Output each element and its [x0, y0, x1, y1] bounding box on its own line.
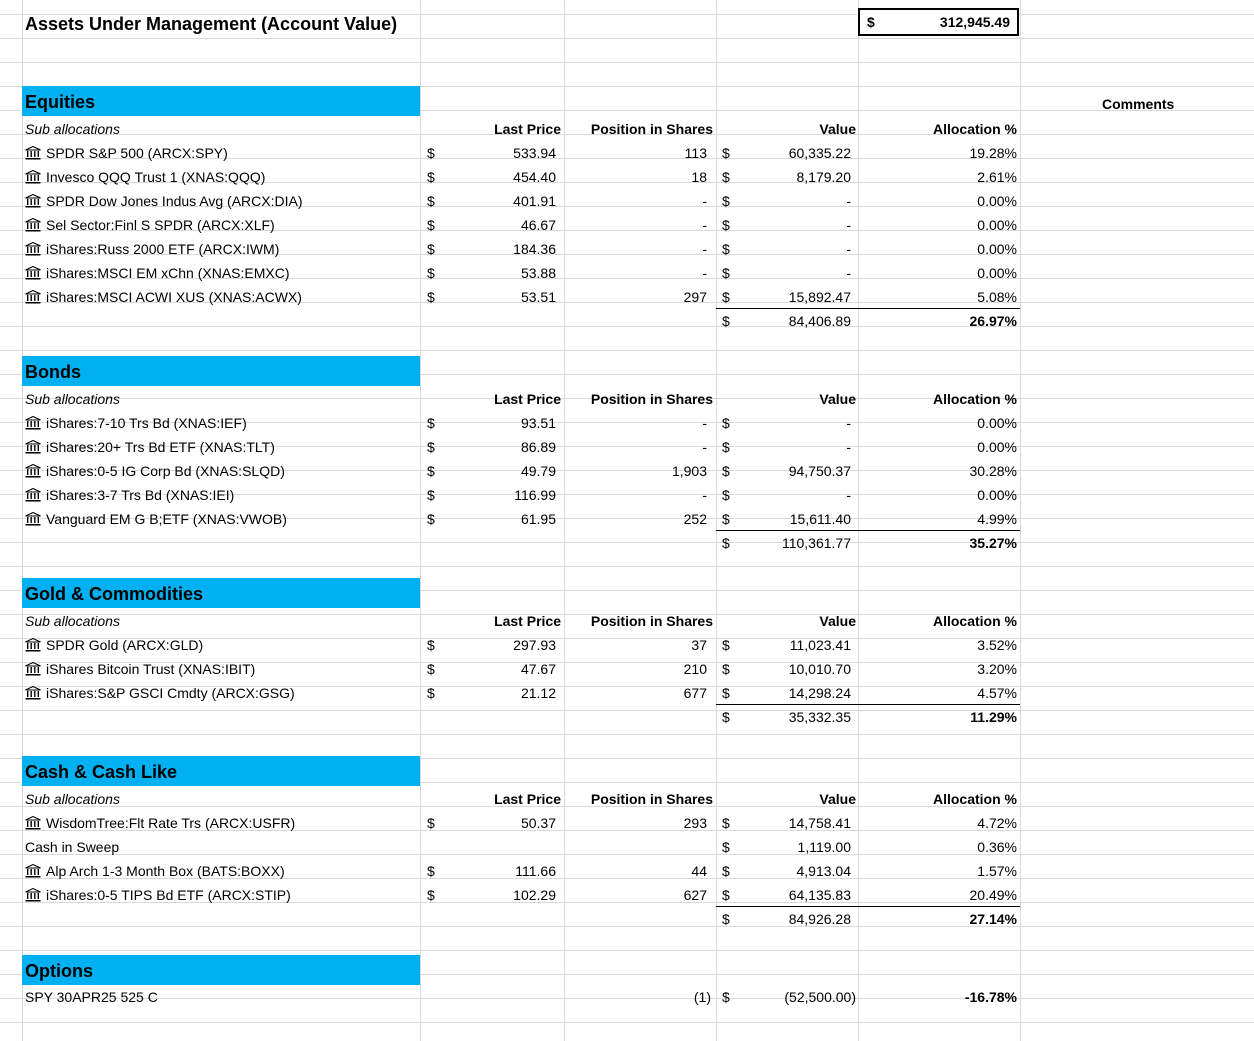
bank-icon	[25, 170, 41, 184]
price-currency[interactable]: $	[427, 415, 435, 431]
section-total-value[interactable]: 84,406.89	[788, 313, 851, 329]
holding-name[interactable]	[25, 285, 415, 309]
account-total-cell[interactable]	[858, 8, 1019, 36]
price-currency[interactable]: $	[427, 887, 435, 903]
gridline-horizontal	[0, 950, 1254, 951]
bank-icon	[25, 440, 41, 454]
holding-value[interactable]: 10,010.70	[788, 661, 851, 677]
value-currency[interactable]: $	[722, 217, 730, 233]
holding-label: iShares Bitcoin Trust (XNAS:IBIT)	[46, 661, 256, 677]
holding-label: iShares:Russ 2000 ETF (ARCX:IWM)	[46, 241, 280, 257]
value-currency[interactable]: $	[722, 415, 730, 431]
holding-value[interactable]: 4,913.04	[796, 863, 851, 879]
section-total-allocation[interactable]: 26.97%	[969, 313, 1017, 329]
section-title: Gold & Commodities	[25, 584, 204, 604]
holding-value[interactable]: -	[846, 439, 851, 455]
value-header[interactable]: Value	[819, 791, 856, 807]
last-price[interactable]: 50.37	[520, 815, 556, 831]
holding-name[interactable]	[25, 657, 415, 681]
price-currency[interactable]: $	[427, 661, 435, 677]
position-shares[interactable]: 210	[683, 661, 707, 677]
gridline-horizontal	[0, 734, 1254, 735]
price-currency[interactable]: $	[427, 487, 435, 503]
allocation-header[interactable]: Allocation %	[932, 391, 1017, 407]
sub-allocations-label[interactable]: Sub allocations	[25, 391, 120, 407]
holding-name[interactable]	[25, 859, 415, 883]
last-price[interactable]: 184.36	[513, 241, 556, 257]
position-shares[interactable]: -	[702, 439, 707, 455]
bank-icon	[25, 146, 41, 160]
position-shares-header[interactable]: Position in Shares	[590, 791, 713, 807]
position-shares[interactable]: -	[702, 217, 707, 233]
holding-label: SPDR Gold (ARCX:GLD)	[46, 637, 204, 653]
value-header[interactable]: Value	[819, 391, 856, 407]
last-price[interactable]: 454.40	[513, 169, 556, 185]
value-currency[interactable]: $	[722, 637, 730, 653]
section-title: Equities	[25, 92, 96, 112]
allocation-pct[interactable]: 30.28%	[969, 463, 1017, 479]
allocation-pct[interactable]: 4.99%	[977, 511, 1017, 527]
section-total-allocation[interactable]: 11.29%	[970, 709, 1017, 725]
gridline-horizontal	[0, 1022, 1254, 1023]
bank-icon	[25, 638, 41, 652]
position-shares[interactable]	[566, 835, 707, 859]
gridline-horizontal	[0, 62, 1254, 63]
allocation-pct[interactable]: 0.36%	[977, 839, 1017, 855]
holding-value[interactable]: 11,023.41	[789, 637, 851, 653]
section-total-value[interactable]: 35,332.35	[788, 709, 851, 725]
bank-icon	[25, 464, 41, 478]
price-currency[interactable]: $	[427, 685, 435, 701]
holding-name[interactable]	[25, 165, 415, 189]
holding-label: Sel Sector:Finl S SPDR (ARCX:XLF)	[46, 217, 275, 233]
gridline-horizontal	[0, 38, 1254, 39]
last-price[interactable]: 61.95	[520, 511, 556, 527]
price-currency[interactable]: $	[427, 439, 435, 455]
allocation-pct[interactable]: 0.00%	[977, 487, 1017, 503]
allocation-pct[interactable]: 0.00%	[977, 241, 1017, 257]
position-shares[interactable]: 37	[691, 637, 707, 653]
allocation-header[interactable]: Allocation %	[932, 791, 1017, 807]
allocation-pct[interactable]: 20.49%	[969, 887, 1017, 903]
allocation-pct[interactable]: 0.00%	[977, 415, 1017, 431]
holding-name[interactable]	[25, 261, 415, 285]
option-value[interactable]: (52,500.00)	[784, 989, 856, 1005]
position-shares[interactable]: -	[702, 265, 707, 281]
holding-label: SPDR S&P 500 (ARCX:SPY)	[46, 145, 228, 161]
holding-name[interactable]	[25, 213, 415, 237]
holding-value[interactable]: -	[846, 241, 851, 257]
bank-icon	[25, 488, 41, 502]
holding-name[interactable]	[25, 237, 415, 261]
value-currency[interactable]: $	[722, 511, 730, 527]
value-currency[interactable]: $	[722, 487, 730, 503]
holding-name[interactable]	[25, 633, 415, 657]
holding-label: iShares:0-5 IG Corp Bd (XNAS:SLQD)	[46, 463, 285, 479]
last-price[interactable]: 47.67	[520, 661, 556, 677]
allocation-header[interactable]: Allocation %	[932, 613, 1017, 629]
gridline-vertical	[420, 0, 421, 1041]
value-currency[interactable]: $	[722, 887, 730, 903]
position-shares-header[interactable]: Position in Shares	[590, 121, 713, 137]
page-title: Assets Under Management (Account Value)	[25, 14, 398, 34]
last-price-header[interactable]: Last Price	[494, 791, 561, 807]
value-currency[interactable]: $	[722, 661, 730, 677]
bank-icon	[25, 662, 41, 676]
bank-icon	[25, 290, 41, 304]
gridline-vertical	[564, 0, 565, 1041]
price-currency[interactable]: $	[427, 169, 435, 185]
value-currency[interactable]: $	[722, 863, 730, 879]
option-name[interactable]: SPY 30APR25 525 C	[25, 989, 158, 1005]
total-currency[interactable]: $	[722, 709, 730, 725]
value-currency[interactable]: $	[722, 241, 730, 257]
last-price[interactable]: 53.51	[520, 289, 556, 305]
allocation-pct[interactable]: 1.57%	[977, 863, 1017, 879]
last-price[interactable]: 116.99	[514, 487, 556, 503]
section-total-value[interactable]: 110,361.77	[781, 535, 851, 551]
allocation-pct[interactable]: 3.20%	[977, 661, 1017, 677]
price-currency[interactable]: $	[427, 145, 435, 161]
holding-label: WisdomTree:Flt Rate Trs (ARCX:USFR)	[46, 815, 296, 831]
option-position[interactable]: (1)	[693, 989, 711, 1005]
total-currency[interactable]: $	[722, 911, 730, 927]
price-currency[interactable]: $	[427, 241, 435, 257]
allocation-pct[interactable]: 4.72%	[977, 815, 1017, 831]
position-shares[interactable]: 293	[683, 815, 707, 831]
last-price-header[interactable]: Last Price	[494, 613, 561, 629]
section-total-allocation[interactable]: 35.27%	[969, 535, 1017, 551]
price-currency[interactable]: $	[427, 511, 435, 527]
value-currency[interactable]: $	[722, 685, 730, 701]
price-currency[interactable]: $	[427, 863, 435, 879]
holding-name[interactable]	[25, 189, 415, 213]
price-currency[interactable]: $	[427, 193, 435, 209]
section-total-allocation[interactable]: 27.14%	[969, 911, 1017, 927]
section-header[interactable]	[22, 356, 420, 386]
bank-icon	[25, 194, 41, 208]
position-shares[interactable]: 297	[683, 289, 707, 305]
last-price[interactable]: 21.12	[520, 685, 556, 701]
holding-name[interactable]	[25, 459, 415, 483]
price-currency[interactable]: $	[427, 637, 435, 653]
position-shares-header[interactable]: Position in Shares	[590, 391, 713, 407]
section-title: Cash & Cash Like	[25, 762, 178, 782]
last-price[interactable]: 86.89	[520, 439, 556, 455]
holding-label: iShares:S&P GSCI Cmdty (ARCX:GSG)	[46, 685, 295, 701]
value-currency[interactable]: $	[722, 265, 730, 281]
price-currency[interactable]: $	[427, 217, 435, 233]
section-header[interactable]	[22, 756, 420, 786]
value-header[interactable]: Value	[819, 613, 856, 629]
holding-name[interactable]	[25, 483, 415, 507]
last-price[interactable]: 111.66	[515, 863, 556, 879]
comments-header: Comments	[1102, 96, 1175, 112]
section-header[interactable]	[22, 578, 420, 608]
option-currency[interactable]: $	[722, 989, 730, 1005]
last-price[interactable]: 102.29	[513, 887, 556, 903]
position-shares-header[interactable]: Position in Shares	[590, 613, 713, 629]
allocation-pct[interactable]: 0.00%	[977, 265, 1017, 281]
holding-label: iShares:MSCI EM xChn (XNAS:EMXC)	[46, 265, 290, 281]
position-shares[interactable]: -	[702, 193, 707, 209]
holding-label: iShares:7-10 Trs Bd (XNAS:IEF)	[46, 415, 247, 431]
allocation-pct[interactable]: 0.00%	[977, 439, 1017, 455]
total-value: 312,945.49	[939, 14, 1010, 30]
holding-value[interactable]: -	[846, 193, 851, 209]
section-total-value[interactable]: 84,926.28	[788, 911, 851, 927]
value-currency[interactable]: $	[722, 145, 730, 161]
sub-allocations-label[interactable]: Sub allocations	[25, 791, 120, 807]
position-shares[interactable]: 1,903	[671, 463, 707, 479]
position-shares[interactable]: 113	[684, 145, 707, 161]
last-price-header[interactable]: Last Price	[494, 121, 561, 137]
gridline-vertical	[858, 0, 859, 1041]
allocation-pct[interactable]: 2.61%	[977, 169, 1017, 185]
value-header[interactable]: Value	[819, 121, 856, 137]
bank-icon	[25, 816, 41, 830]
holding-label: Cash in Sweep	[25, 839, 120, 855]
sub-allocations-label[interactable]: Sub allocations	[25, 121, 120, 137]
gridline-vertical	[716, 0, 717, 1041]
position-shares[interactable]: 44	[691, 863, 707, 879]
holding-value[interactable]: 14,298.24	[788, 685, 851, 701]
holding-label: iShares:20+ Trs Bd ETF (XNAS:TLT)	[46, 439, 275, 455]
holding-value[interactable]: 14,758.41	[788, 815, 851, 831]
last-price[interactable]: 533.94	[513, 145, 556, 161]
position-shares[interactable]: 627	[683, 887, 707, 903]
value-currency[interactable]: $	[722, 463, 730, 479]
section-title: Bonds	[25, 362, 81, 382]
position-shares[interactable]: -	[702, 415, 707, 431]
last-price[interactable]: 46.67	[520, 217, 556, 233]
bank-icon	[25, 218, 41, 232]
allocation-pct[interactable]: 0.00%	[977, 217, 1017, 233]
holding-name[interactable]	[25, 141, 415, 165]
last-price[interactable]	[440, 835, 556, 859]
gridline-horizontal	[0, 566, 1254, 567]
holding-name[interactable]	[25, 411, 415, 435]
price-currency[interactable]: $	[427, 463, 435, 479]
value-currency[interactable]: $	[722, 439, 730, 455]
value-currency[interactable]: $	[722, 839, 730, 855]
holding-name[interactable]	[25, 811, 415, 835]
gridline-horizontal	[0, 350, 1254, 351]
last-price-header[interactable]: Last Price	[494, 391, 561, 407]
holding-name[interactable]	[25, 507, 415, 531]
sub-allocations-label[interactable]: Sub allocations	[25, 613, 120, 629]
holding-label: Alp Arch 1-3 Month Box (BATS:BOXX)	[46, 863, 285, 879]
gridline-vertical	[1020, 0, 1021, 1041]
total-currency[interactable]: $	[722, 313, 730, 329]
bank-icon	[25, 416, 41, 430]
bank-icon	[25, 686, 41, 700]
holding-name[interactable]	[25, 835, 415, 859]
holding-name[interactable]	[25, 883, 415, 907]
holding-name[interactable]	[25, 435, 415, 459]
price-currency[interactable]: $	[427, 815, 435, 831]
holding-value[interactable]: 64,135.83	[788, 887, 851, 903]
option-allocation[interactable]: -16.78%	[964, 989, 1017, 1005]
position-shares[interactable]: 18	[691, 169, 707, 185]
holding-label: Vanguard EM G B;ETF (XNAS:VWOB)	[46, 511, 287, 527]
total-currency: $	[867, 14, 875, 30]
holding-name[interactable]	[25, 681, 415, 705]
position-shares[interactable]: -	[702, 241, 707, 257]
bank-icon	[25, 864, 41, 878]
holding-value[interactable]: 15,611.40	[789, 511, 851, 527]
holding-label: Invesco QQQ Trust 1 (XNAS:QQQ)	[46, 169, 266, 185]
holding-value[interactable]: 60,335.22	[788, 145, 851, 161]
holding-value[interactable]: -	[846, 415, 851, 431]
gridline-horizontal	[0, 326, 1254, 327]
section-title: Options	[25, 961, 93, 981]
holding-label: iShares:3-7 Trs Bd (XNAS:IEI)	[46, 487, 235, 503]
holding-value[interactable]: 94,750.37	[788, 463, 851, 479]
position-shares[interactable]: -	[702, 487, 707, 503]
last-price[interactable]: 401.91	[513, 193, 556, 209]
bank-icon	[25, 266, 41, 280]
bank-icon	[25, 888, 41, 902]
holding-value[interactable]: 15,892.47	[788, 289, 851, 305]
allocation-pct[interactable]: 4.57%	[977, 685, 1017, 701]
bank-icon	[25, 512, 41, 526]
section-header[interactable]	[22, 86, 420, 116]
gridline-horizontal	[0, 710, 1254, 711]
total-currency[interactable]: $	[722, 535, 730, 551]
last-price[interactable]: 297.93	[513, 637, 556, 653]
allocation-pct[interactable]: 0.00%	[977, 193, 1017, 209]
holding-value[interactable]: 8,179.20	[796, 169, 851, 185]
last-price[interactable]: 53.88	[520, 265, 556, 281]
gridline-horizontal	[0, 542, 1254, 543]
price-currency[interactable]: $	[427, 265, 435, 281]
gridline-vertical	[22, 0, 23, 1041]
value-currency[interactable]: $	[722, 289, 730, 305]
holding-value[interactable]: 1,119.00	[797, 839, 851, 855]
bank-icon	[25, 242, 41, 256]
holding-value[interactable]: -	[846, 487, 851, 503]
gridline-horizontal	[0, 926, 1254, 927]
holding-label: SPDR Dow Jones Indus Avg (ARCX:DIA)	[46, 193, 303, 209]
holding-value[interactable]: -	[846, 217, 851, 233]
price-currency[interactable]	[427, 835, 441, 859]
allocation-header[interactable]: Allocation %	[932, 121, 1017, 137]
value-currency[interactable]: $	[722, 193, 730, 209]
price-currency[interactable]: $	[427, 289, 435, 305]
value-currency[interactable]: $	[722, 169, 730, 185]
allocation-pct[interactable]: 5.08%	[977, 289, 1017, 305]
allocation-pct[interactable]: 3.52%	[977, 637, 1017, 653]
holding-value[interactable]: -	[846, 265, 851, 281]
last-price[interactable]: 49.79	[520, 463, 556, 479]
position-shares[interactable]: 252	[683, 511, 707, 527]
section-header[interactable]	[22, 955, 420, 985]
value-currency[interactable]: $	[722, 815, 730, 831]
allocation-pct[interactable]: 19.28%	[969, 145, 1017, 161]
last-price[interactable]: 93.51	[520, 415, 556, 431]
position-shares[interactable]: 677	[683, 685, 707, 701]
holding-label: iShares:MSCI ACWI XUS (XNAS:ACWX)	[46, 289, 302, 305]
holding-label: iShares:0-5 TIPS Bd ETF (ARCX:STIP)	[46, 887, 291, 903]
